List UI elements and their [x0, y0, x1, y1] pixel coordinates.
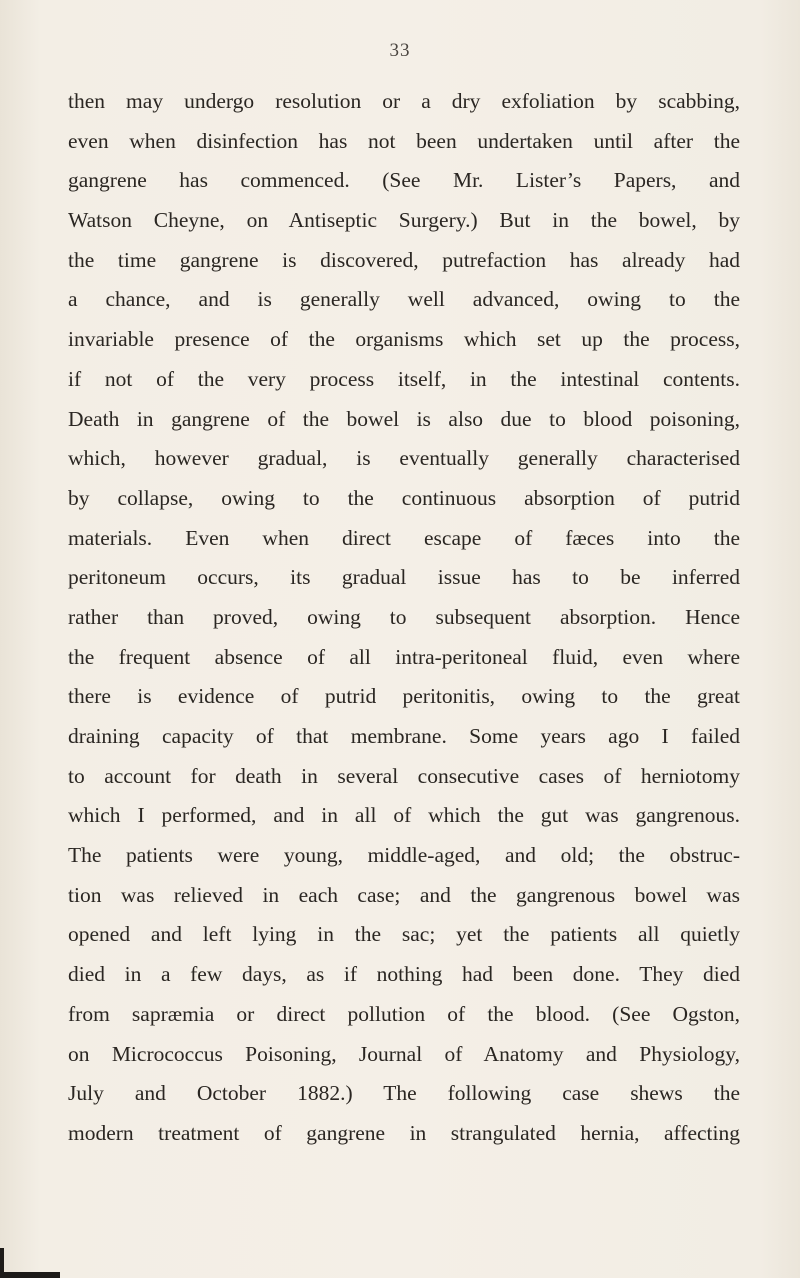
text-line: died in a few days, as if nothing had been done. They died [68, 962, 740, 987]
text-line: a chance, and is generally well advanced, owing to the [68, 287, 740, 312]
text-line: then may undergo resolution or a dry exfoliation by scabbing, [68, 89, 740, 113]
text-line: on Micrococcus Poisoning, Journal of Anatomy and Physiology, [68, 1041, 740, 1066]
text-line: tion was relieved in each case; and the gangrenous bowel was [68, 882, 740, 907]
text-line: materials. Even when direct escape of fæces into the [68, 525, 740, 550]
text-line: by collapse, owing to the continuous absorption of putrid [68, 485, 740, 510]
text-line: Death in gangrene of the bowel is also due to blood poisoning, [68, 406, 740, 431]
text-line: opened and left lying in the sac; yet the patients all quietly [68, 922, 740, 947]
text-line: peritoneum occurs, its gradual issue has to be inferred [68, 565, 740, 590]
text-line: the frequent absence of all intra-peritoneal fluid, even where [68, 644, 740, 669]
text-line: The patients were young, middle-aged, and old; the obstruc- [68, 843, 740, 868]
page-number: 33 [389, 40, 411, 61]
body-text [68, 82, 740, 1154]
text-line: there is evidence of putrid peritonitis, owing to the great [68, 684, 740, 709]
text-line: draining capacity of that membrane. Some years ago I failed [68, 724, 740, 748]
text-line: the time gangrene is discovered, putrefaction has already had [68, 247, 740, 272]
text-line: invariable presence of the organisms which set up the process, [68, 327, 740, 352]
text-line: gangrene has commenced. (See Mr. Lister’s Papers, and [68, 168, 740, 193]
text-line: from sapræmia or direct pollution of the blood. (See Ogston, [68, 1001, 740, 1026]
scan-edge-mark [0, 1248, 4, 1278]
text-line: if not of the very process itself, in the intestinal contents. [68, 366, 740, 391]
text-line: July and October 1882.) The following case shews the [68, 1081, 740, 1106]
text-line: which, however gradual, is eventually generally characterised [68, 446, 740, 471]
text-line: even when disinfection has not been undertaken until after the [68, 128, 740, 153]
text-line: to account for death in several consecutive cases of herniotomy [68, 763, 740, 788]
text-line: Watson Cheyne, on Antiseptic Surgery.) But in the bowel, by [68, 208, 740, 233]
text-line: which I performed, and in all of which the gut was gangrenous. [68, 803, 740, 828]
scan-edge-mark [0, 1272, 60, 1278]
text-line: modern treatment of gangrene in strangulated hernia, affecting [68, 1120, 740, 1145]
text-line: rather than proved, owing to subsequent absorption. Hence [68, 604, 740, 629]
